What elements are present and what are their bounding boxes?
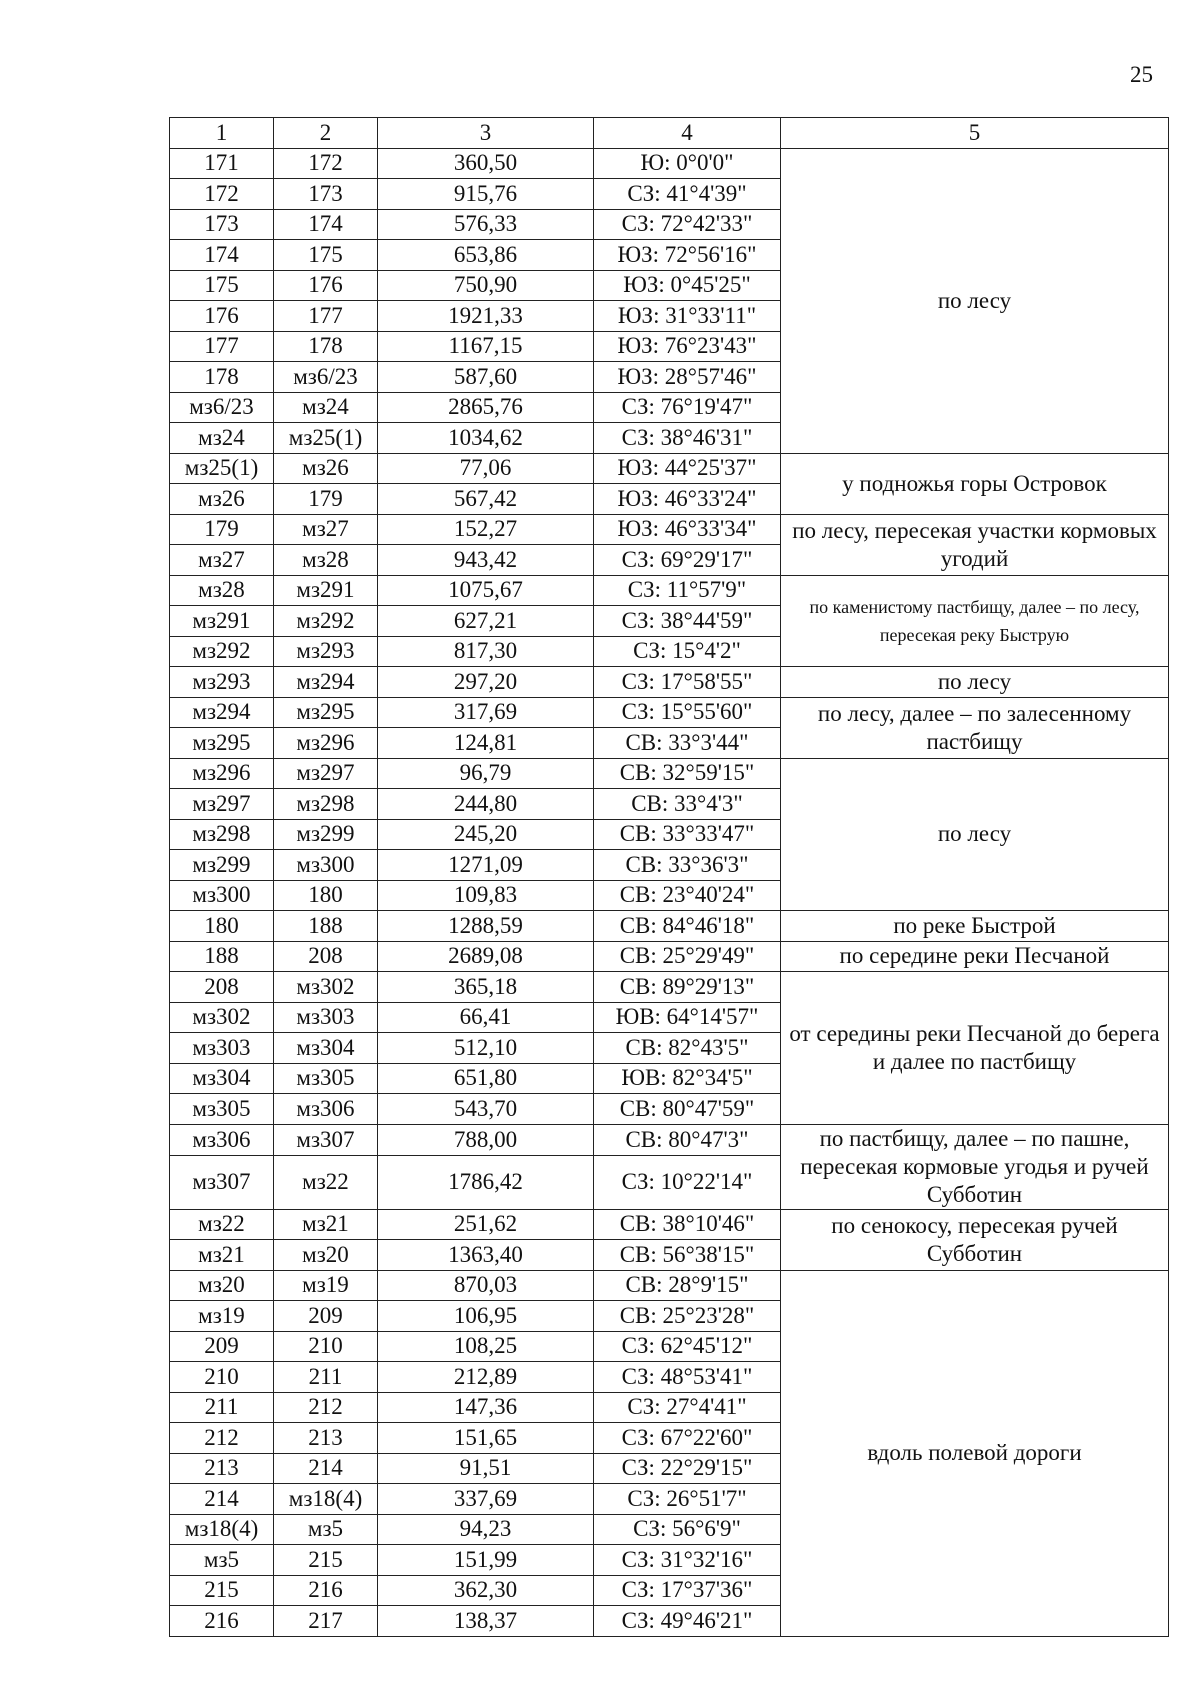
length-cell: 77,06 bbox=[378, 453, 594, 484]
bearing-cell: СВ: 28°9'15" bbox=[594, 1270, 781, 1301]
bearing-cell: СЗ: 56°6'9" bbox=[594, 1514, 781, 1545]
header-row bbox=[170, 118, 1169, 149]
description-cell: по лесу bbox=[781, 148, 1169, 453]
to-point-cell: мз25(1) bbox=[274, 423, 378, 454]
to-point-cell: мз302 bbox=[274, 972, 378, 1003]
from-point-cell: мз296 bbox=[170, 758, 274, 789]
to-point-cell: мз307 bbox=[274, 1124, 378, 1155]
to-point-cell: 217 bbox=[274, 1606, 378, 1637]
from-point-cell: мз298 bbox=[170, 819, 274, 850]
length-cell: 870,03 bbox=[378, 1270, 594, 1301]
length-cell: 587,60 bbox=[378, 362, 594, 393]
from-point-cell: мз299 bbox=[170, 850, 274, 881]
bearing-cell: СЗ: 76°19'47" bbox=[594, 392, 781, 423]
length-cell: 244,80 bbox=[378, 789, 594, 820]
from-point-cell: мз25(1) bbox=[170, 453, 274, 484]
to-point-cell: мз27 bbox=[274, 514, 378, 545]
bearing-cell: СЗ: 41°4'39" bbox=[594, 179, 781, 210]
description-cell: у подножья горы Островок bbox=[781, 453, 1169, 514]
to-point-cell: мз26 bbox=[274, 453, 378, 484]
to-point-cell: мз28 bbox=[274, 545, 378, 576]
from-point-cell: 209 bbox=[170, 1331, 274, 1362]
bearing-cell: ЮВ: 82°34'5" bbox=[594, 1063, 781, 1094]
bearing-cell: СЗ: 67°22'60" bbox=[594, 1423, 781, 1454]
to-point-cell: 175 bbox=[274, 240, 378, 271]
length-cell: 2865,76 bbox=[378, 392, 594, 423]
from-point-cell: мз300 bbox=[170, 880, 274, 911]
from-point-cell: мз306 bbox=[170, 1124, 274, 1155]
length-cell: 1363,40 bbox=[378, 1240, 594, 1271]
length-cell: 360,50 bbox=[378, 148, 594, 179]
bearing-cell: СЗ: 38°46'31" bbox=[594, 423, 781, 454]
table-row bbox=[170, 453, 1169, 484]
bearing-cell: СЗ: 26°51'7" bbox=[594, 1484, 781, 1515]
to-point-cell: мз306 bbox=[274, 1094, 378, 1125]
from-point-cell: мз26 bbox=[170, 484, 274, 515]
length-cell: 106,95 bbox=[378, 1301, 594, 1332]
bearing-cell: СВ: 23°40'24" bbox=[594, 880, 781, 911]
length-cell: 94,23 bbox=[378, 1514, 594, 1545]
length-cell: 788,00 bbox=[378, 1124, 594, 1155]
table-row bbox=[170, 758, 1169, 789]
description-cell: по лесу, далее – по залесенному пастбищу bbox=[781, 697, 1169, 758]
bearing-cell: СВ: 89°29'13" bbox=[594, 972, 781, 1003]
to-point-cell: мз21 bbox=[274, 1209, 378, 1240]
bearing-cell: СЗ: 15°4'2" bbox=[594, 636, 781, 667]
length-cell: 151,65 bbox=[378, 1423, 594, 1454]
to-point-cell: 179 bbox=[274, 484, 378, 515]
to-point-cell: 211 bbox=[274, 1362, 378, 1393]
bearing-cell: ЮЗ: 44°25'37" bbox=[594, 453, 781, 484]
to-point-cell: 210 bbox=[274, 1331, 378, 1362]
length-cell: 817,30 bbox=[378, 636, 594, 667]
bearing-cell: СЗ: 27°4'41" bbox=[594, 1392, 781, 1423]
to-point-cell: мз298 bbox=[274, 789, 378, 820]
to-point-cell: мз297 bbox=[274, 758, 378, 789]
length-cell: 245,20 bbox=[378, 819, 594, 850]
from-point-cell: 208 bbox=[170, 972, 274, 1003]
bearing-cell: ЮЗ: 72°56'16" bbox=[594, 240, 781, 271]
from-point-cell: мз307 bbox=[170, 1155, 274, 1209]
from-point-cell: мз24 bbox=[170, 423, 274, 454]
from-point-cell: мз304 bbox=[170, 1063, 274, 1094]
to-point-cell: 178 bbox=[274, 331, 378, 362]
from-point-cell: 210 bbox=[170, 1362, 274, 1393]
length-cell: 138,37 bbox=[378, 1606, 594, 1637]
to-point-cell: 176 bbox=[274, 270, 378, 301]
table-row bbox=[170, 697, 1169, 728]
to-point-cell: мз291 bbox=[274, 575, 378, 606]
bearing-cell: СВ: 80°47'3" bbox=[594, 1124, 781, 1155]
header-cell: 3 bbox=[378, 118, 594, 149]
length-cell: 1271,09 bbox=[378, 850, 594, 881]
to-point-cell: мз305 bbox=[274, 1063, 378, 1094]
bearing-cell: ЮЗ: 0°45'25" bbox=[594, 270, 781, 301]
from-point-cell: мз303 bbox=[170, 1033, 274, 1064]
from-point-cell: 216 bbox=[170, 1606, 274, 1637]
to-point-cell: мз20 bbox=[274, 1240, 378, 1271]
bearing-cell: СЗ: 62°45'12" bbox=[594, 1331, 781, 1362]
to-point-cell: мз292 bbox=[274, 606, 378, 637]
from-point-cell: 215 bbox=[170, 1575, 274, 1606]
length-cell: 1786,42 bbox=[378, 1155, 594, 1209]
to-point-cell: мз299 bbox=[274, 819, 378, 850]
table-body bbox=[170, 148, 1169, 1636]
to-point-cell: мз293 bbox=[274, 636, 378, 667]
from-point-cell: мз6/23 bbox=[170, 392, 274, 423]
to-point-cell: мз5 bbox=[274, 1514, 378, 1545]
to-point-cell: 177 bbox=[274, 301, 378, 332]
description-cell: по пастбищу, далее – по пашне, пересекая кормовые угодья и ручей Субботин bbox=[781, 1124, 1169, 1209]
from-point-cell: мз292 bbox=[170, 636, 274, 667]
from-point-cell: мз19 bbox=[170, 1301, 274, 1332]
length-cell: 337,69 bbox=[378, 1484, 594, 1515]
from-point-cell: мз297 bbox=[170, 789, 274, 820]
bearing-cell: СВ: 33°36'3" bbox=[594, 850, 781, 881]
from-point-cell: 213 bbox=[170, 1453, 274, 1484]
from-point-cell: мз20 bbox=[170, 1270, 274, 1301]
table-row bbox=[170, 148, 1169, 179]
length-cell: 915,76 bbox=[378, 179, 594, 210]
bearing-cell: СЗ: 10°22'14" bbox=[594, 1155, 781, 1209]
bearing-cell: СВ: 84°46'18" bbox=[594, 911, 781, 942]
description-cell: по лесу bbox=[781, 758, 1169, 911]
from-point-cell: мз295 bbox=[170, 728, 274, 759]
to-point-cell: мз6/23 bbox=[274, 362, 378, 393]
from-point-cell: 180 bbox=[170, 911, 274, 942]
bearing-cell: СЗ: 31°32'16" bbox=[594, 1545, 781, 1576]
header-cell: 2 bbox=[274, 118, 378, 149]
to-point-cell: 212 bbox=[274, 1392, 378, 1423]
length-cell: 147,36 bbox=[378, 1392, 594, 1423]
bearing-cell: ЮЗ: 46°33'24" bbox=[594, 484, 781, 515]
description-cell: вдоль полевой дороги bbox=[781, 1270, 1169, 1636]
bearing-cell: СВ: 25°23'28" bbox=[594, 1301, 781, 1332]
length-cell: 152,27 bbox=[378, 514, 594, 545]
length-cell: 362,30 bbox=[378, 1575, 594, 1606]
to-point-cell: мз303 bbox=[274, 1002, 378, 1033]
length-cell: 91,51 bbox=[378, 1453, 594, 1484]
to-point-cell: мз19 bbox=[274, 1270, 378, 1301]
from-point-cell: 179 bbox=[170, 514, 274, 545]
to-point-cell: мз24 bbox=[274, 392, 378, 423]
to-point-cell: 188 bbox=[274, 911, 378, 942]
from-point-cell: 172 bbox=[170, 179, 274, 210]
from-point-cell: 178 bbox=[170, 362, 274, 393]
description-cell: по реке Быстрой bbox=[781, 911, 1169, 942]
table-row bbox=[170, 514, 1169, 545]
length-cell: 943,42 bbox=[378, 545, 594, 576]
to-point-cell: 215 bbox=[274, 1545, 378, 1576]
bearing-cell: СЗ: 17°58'55" bbox=[594, 667, 781, 698]
to-point-cell: мз22 bbox=[274, 1155, 378, 1209]
length-cell: 96,79 bbox=[378, 758, 594, 789]
bearing-cell: СЗ: 38°44'59" bbox=[594, 606, 781, 637]
bearing-cell: ЮВ: 64°14'57" bbox=[594, 1002, 781, 1033]
from-point-cell: 177 bbox=[170, 331, 274, 362]
bearing-cell: СВ: 80°47'59" bbox=[594, 1094, 781, 1125]
from-point-cell: 211 bbox=[170, 1392, 274, 1423]
length-cell: 1167,15 bbox=[378, 331, 594, 362]
header-cell: 4 bbox=[594, 118, 781, 149]
to-point-cell: мз300 bbox=[274, 850, 378, 881]
from-point-cell: мз293 bbox=[170, 667, 274, 698]
length-cell: 365,18 bbox=[378, 972, 594, 1003]
table-row bbox=[170, 1124, 1169, 1155]
length-cell: 750,90 bbox=[378, 270, 594, 301]
from-point-cell: 173 bbox=[170, 209, 274, 240]
from-point-cell: мз21 bbox=[170, 1240, 274, 1271]
bearing-cell: Ю: 0°0'0" bbox=[594, 148, 781, 179]
length-cell: 251,62 bbox=[378, 1209, 594, 1240]
from-point-cell: мз294 bbox=[170, 697, 274, 728]
from-point-cell: 176 bbox=[170, 301, 274, 332]
to-point-cell: 208 bbox=[274, 941, 378, 972]
to-point-cell: 213 bbox=[274, 1423, 378, 1454]
table-row bbox=[170, 941, 1169, 972]
bearing-cell: ЮЗ: 28°57'46" bbox=[594, 362, 781, 393]
length-cell: 151,99 bbox=[378, 1545, 594, 1576]
bearing-cell: СЗ: 48°53'41" bbox=[594, 1362, 781, 1393]
to-point-cell: мз304 bbox=[274, 1033, 378, 1064]
length-cell: 1034,62 bbox=[378, 423, 594, 454]
to-point-cell: 174 bbox=[274, 209, 378, 240]
header-cell: 5 bbox=[781, 118, 1169, 149]
boundary-table bbox=[169, 117, 1169, 1637]
bearing-cell: СЗ: 17°37'36" bbox=[594, 1575, 781, 1606]
bearing-cell: СВ: 82°43'5" bbox=[594, 1033, 781, 1064]
description-cell: от середины реки Песчаной до берега и далее по пастбищу bbox=[781, 972, 1169, 1125]
page-number: 25 bbox=[1130, 62, 1153, 87]
to-point-cell: мз295 bbox=[274, 697, 378, 728]
from-point-cell: мз291 bbox=[170, 606, 274, 637]
from-point-cell: 174 bbox=[170, 240, 274, 271]
description-cell: по лесу, пересекая участки кормовых угодий bbox=[781, 514, 1169, 575]
from-point-cell: 188 bbox=[170, 941, 274, 972]
bearing-cell: ЮЗ: 31°33'11" bbox=[594, 301, 781, 332]
bearing-cell: СЗ: 15°55'60" bbox=[594, 697, 781, 728]
to-point-cell: 209 bbox=[274, 1301, 378, 1332]
from-point-cell: мз302 bbox=[170, 1002, 274, 1033]
from-point-cell: мз5 bbox=[170, 1545, 274, 1576]
length-cell: 653,86 bbox=[378, 240, 594, 271]
to-point-cell: 180 bbox=[274, 880, 378, 911]
to-point-cell: мз294 bbox=[274, 667, 378, 698]
from-point-cell: мз18(4) bbox=[170, 1514, 274, 1545]
length-cell: 512,10 bbox=[378, 1033, 594, 1064]
to-point-cell: 173 bbox=[274, 179, 378, 210]
bearing-cell: СВ: 33°33'47" bbox=[594, 819, 781, 850]
bearing-cell: СЗ: 22°29'15" bbox=[594, 1453, 781, 1484]
from-point-cell: мз22 bbox=[170, 1209, 274, 1240]
description-cell: по сенокосу, пересекая ручей Субботин bbox=[781, 1209, 1169, 1270]
length-cell: 2689,08 bbox=[378, 941, 594, 972]
length-cell: 317,69 bbox=[378, 697, 594, 728]
description-cell: по середине реки Песчаной bbox=[781, 941, 1169, 972]
header-cell: 1 bbox=[170, 118, 274, 149]
to-point-cell: 172 bbox=[274, 148, 378, 179]
from-point-cell: 171 bbox=[170, 148, 274, 179]
bearing-cell: СЗ: 11°57'9" bbox=[594, 575, 781, 606]
bearing-cell: СВ: 32°59'15" bbox=[594, 758, 781, 789]
length-cell: 66,41 bbox=[378, 1002, 594, 1033]
bearing-cell: ЮЗ: 76°23'43" bbox=[594, 331, 781, 362]
bearing-cell: СВ: 38°10'46" bbox=[594, 1209, 781, 1240]
length-cell: 212,89 bbox=[378, 1362, 594, 1393]
length-cell: 124,81 bbox=[378, 728, 594, 759]
length-cell: 297,20 bbox=[378, 667, 594, 698]
from-point-cell: мз27 bbox=[170, 545, 274, 576]
from-point-cell: мз28 bbox=[170, 575, 274, 606]
length-cell: 543,70 bbox=[378, 1094, 594, 1125]
length-cell: 627,21 bbox=[378, 606, 594, 637]
table-row bbox=[170, 575, 1169, 606]
description-cell: по лесу bbox=[781, 667, 1169, 698]
table-row bbox=[170, 911, 1169, 942]
length-cell: 1288,59 bbox=[378, 911, 594, 942]
length-cell: 1075,67 bbox=[378, 575, 594, 606]
from-point-cell: мз305 bbox=[170, 1094, 274, 1125]
bearing-cell: ЮЗ: 46°33'34" bbox=[594, 514, 781, 545]
length-cell: 109,83 bbox=[378, 880, 594, 911]
length-cell: 576,33 bbox=[378, 209, 594, 240]
bearing-cell: СВ: 33°3'44" bbox=[594, 728, 781, 759]
table-row bbox=[170, 1209, 1169, 1240]
length-cell: 567,42 bbox=[378, 484, 594, 515]
description-cell: по каменистому пастбищу, далее – по лесу, пересекая реку Быструю bbox=[781, 575, 1169, 667]
table-row bbox=[170, 667, 1169, 698]
bearing-cell: СЗ: 72°42'33" bbox=[594, 209, 781, 240]
bearing-cell: СЗ: 49°46'21" bbox=[594, 1606, 781, 1637]
to-point-cell: 216 bbox=[274, 1575, 378, 1606]
table-row bbox=[170, 1270, 1169, 1301]
table-row bbox=[170, 972, 1169, 1003]
length-cell: 108,25 bbox=[378, 1331, 594, 1362]
length-cell: 1921,33 bbox=[378, 301, 594, 332]
from-point-cell: 212 bbox=[170, 1423, 274, 1454]
length-cell: 651,80 bbox=[378, 1063, 594, 1094]
to-point-cell: 214 bbox=[274, 1453, 378, 1484]
bearing-cell: СВ: 33°4'3" bbox=[594, 789, 781, 820]
from-point-cell: 175 bbox=[170, 270, 274, 301]
bearing-cell: СВ: 56°38'15" bbox=[594, 1240, 781, 1271]
to-point-cell: мз296 bbox=[274, 728, 378, 759]
bearing-cell: СВ: 25°29'49" bbox=[594, 941, 781, 972]
from-point-cell: 214 bbox=[170, 1484, 274, 1515]
to-point-cell: мз18(4) bbox=[274, 1484, 378, 1515]
bearing-cell: СЗ: 69°29'17" bbox=[594, 545, 781, 576]
